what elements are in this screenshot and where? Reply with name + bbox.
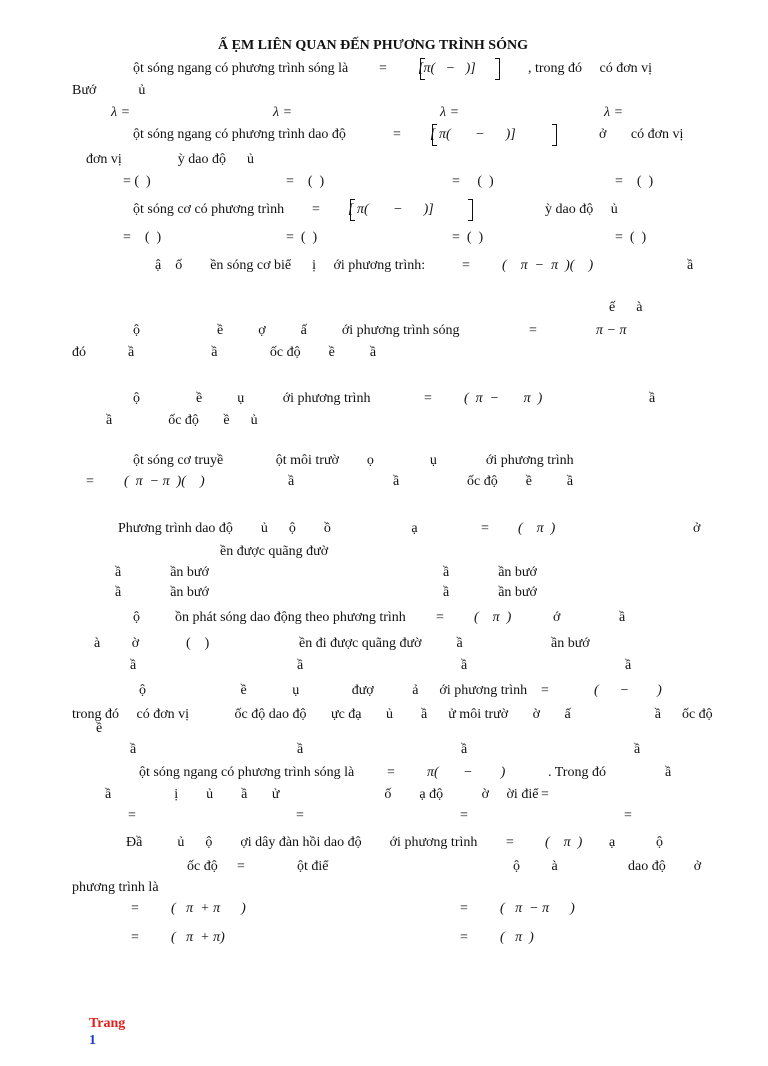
text-line: ề bbox=[96, 721, 103, 736]
text-line: [ π( − )] bbox=[348, 202, 434, 217]
text-line: = ( ) bbox=[615, 174, 654, 189]
text-line: [ π( − )] bbox=[430, 127, 516, 142]
text-line: ở bbox=[693, 521, 701, 536]
text-line: = bbox=[131, 901, 139, 916]
text-line: ộ ề ụ ới phương trình bbox=[133, 391, 371, 406]
text-line: = bbox=[462, 258, 470, 273]
bracket-right-q2 bbox=[552, 124, 557, 146]
text-line: ở có đơn vị bbox=[599, 127, 684, 142]
text-line: = ( ) bbox=[615, 230, 647, 245]
text-line: λ = bbox=[111, 105, 131, 120]
text-line: = bbox=[529, 323, 537, 338]
text-line: ( π − π )( ) bbox=[124, 474, 205, 489]
text-line: = bbox=[481, 521, 489, 536]
text-line: λ = bbox=[440, 105, 460, 120]
text-line: ầ bbox=[649, 391, 656, 406]
text-line: = bbox=[624, 808, 632, 823]
text-line: ( π + π ) bbox=[171, 901, 246, 916]
text-line: = bbox=[541, 683, 549, 698]
text-line: = ( ) bbox=[123, 230, 162, 245]
text-line: ( π ) bbox=[474, 610, 512, 625]
text-line: [π( − )] bbox=[418, 61, 476, 76]
text-line: ầ bbox=[461, 658, 468, 673]
text-line: Phương trình dao độ ủ ộ ồ ạ bbox=[118, 521, 418, 536]
text-line: ộ à bbox=[513, 859, 558, 874]
footer-page-number: 1 bbox=[89, 1033, 96, 1048]
text-line: ền đi được quãng đườ ầ bbox=[299, 636, 463, 651]
text-line: ầ bbox=[297, 658, 304, 673]
text-line: dao độ ở bbox=[628, 859, 702, 874]
text-line: ( π ) bbox=[518, 521, 556, 536]
text-line: ầ ần bướ bbox=[115, 585, 209, 600]
text-line: ầ bbox=[619, 610, 626, 625]
text-line: λ = bbox=[273, 105, 293, 120]
text-line: ột sóng cơ có phương trình bbox=[133, 202, 285, 217]
text-line: ( π + π) bbox=[171, 930, 225, 945]
text-line: ộ bbox=[656, 835, 663, 850]
text-line: ột sóng ngang có phương trình sóng là bbox=[133, 61, 349, 76]
text-line: ( ) bbox=[186, 636, 210, 651]
text-line: trong đó có đơn vị ốc độ dao độ ực đạ ủ ầ ử môi trườ ờ ấ ầ ốc độ bbox=[72, 707, 713, 722]
text-line: à ờ bbox=[94, 636, 140, 651]
text-line: ộ ề ụ đượ ả ới phương trình bbox=[139, 683, 528, 698]
text-line: Đầ ủ ộ ợi dây đàn hồi dao độ ới phương trình bbox=[126, 835, 478, 850]
text-line: = bbox=[237, 859, 245, 874]
text-line: = bbox=[387, 765, 395, 780]
text-line: ầ bbox=[297, 742, 304, 757]
text-line: ầ bbox=[130, 742, 137, 757]
text-line: ạ bbox=[609, 835, 616, 850]
text-line: = bbox=[541, 787, 549, 802]
text-line: ộ ồn phát sóng dao động theo phương trình bbox=[133, 610, 406, 625]
text-line: đơn vị ỳ dao độ ủ bbox=[86, 152, 255, 167]
text-line: π − π bbox=[596, 323, 627, 338]
text-line: ( π − π ) bbox=[500, 901, 575, 916]
text-line: ầ ị ủ ầ ử ố ạ độ ờ ời điể bbox=[105, 787, 539, 802]
text-line: ầ bbox=[687, 258, 694, 273]
text-line: = ( ) bbox=[286, 174, 325, 189]
text-line: = bbox=[436, 610, 444, 625]
text-line: ốc độ ề ầ bbox=[467, 474, 574, 489]
text-line: ầ bbox=[288, 474, 295, 489]
text-line: = bbox=[128, 808, 136, 823]
text-line: = ( ) bbox=[452, 174, 494, 189]
text-line: ầ ần bướ bbox=[115, 565, 209, 580]
text-line: = bbox=[460, 901, 468, 916]
text-line: = bbox=[86, 474, 94, 489]
text-line: ốc độ bbox=[187, 859, 218, 874]
text-line: ột sóng cơ truyề ột môi trườ ọ ụ ới phương trình bbox=[133, 453, 574, 468]
text-line: = bbox=[379, 61, 387, 76]
bracket-right-q3 bbox=[468, 199, 473, 221]
text-line: ộ ề ợ ấ ới phương trình sóng bbox=[133, 323, 460, 338]
text-line: ậ ố ền sóng cơ biể ị ới phương trình: bbox=[155, 258, 426, 273]
document-title: Ấ ẸM LIÊN QUAN ĐẾN PHƯƠNG TRÌNH SÓNG bbox=[218, 38, 528, 53]
text-line: ầ bbox=[625, 658, 632, 673]
text-line: ( π ) bbox=[545, 835, 583, 850]
text-line: = ( ) bbox=[123, 174, 151, 189]
text-line: = bbox=[460, 808, 468, 823]
text-line: = bbox=[424, 391, 432, 406]
text-line: π( − ) bbox=[427, 765, 506, 780]
text-line: ( π − π )( ) bbox=[502, 258, 594, 273]
text-line: ỳ dao độ ủ bbox=[545, 202, 618, 217]
text-line: = bbox=[506, 835, 514, 850]
text-line: = bbox=[296, 808, 304, 823]
bracket-right-q1 bbox=[495, 58, 500, 80]
text-line: . Trong đó bbox=[548, 765, 606, 780]
text-line: ột sóng ngang có phương trình sóng là bbox=[139, 765, 355, 780]
footer-label: Trang bbox=[89, 1016, 126, 1031]
text-line: ớ bbox=[553, 610, 561, 625]
text-line: ( π − π ) bbox=[464, 391, 543, 406]
text-line: , trong đó có đơn vị bbox=[528, 61, 653, 76]
text-line: ầ bbox=[461, 742, 468, 757]
text-line: = bbox=[131, 930, 139, 945]
text-line: = ( ) bbox=[286, 230, 318, 245]
text-line: ầ bbox=[665, 765, 672, 780]
text-line: λ = bbox=[604, 105, 624, 120]
page-footer bbox=[75, 998, 125, 1066]
text-line: ầ ốc độ ề ủ bbox=[106, 413, 258, 428]
text-line: đó ầ ầ ốc độ ề ầ bbox=[72, 345, 377, 360]
text-line: ầ bbox=[634, 742, 641, 757]
text-line: ầ ần bướ bbox=[443, 585, 537, 600]
text-line: ầ bbox=[130, 658, 137, 673]
text-line: ( π ) bbox=[500, 930, 534, 945]
text-line: = bbox=[393, 127, 401, 142]
text-line: ần bướ bbox=[551, 636, 590, 651]
text-line: = bbox=[312, 202, 320, 217]
text-line: ột điể bbox=[297, 859, 329, 874]
text-line: = ( ) bbox=[452, 230, 484, 245]
text-line: = bbox=[460, 930, 468, 945]
text-line: ột sóng ngang có phương trình dao độ bbox=[133, 127, 346, 142]
text-line: ế à bbox=[609, 300, 643, 315]
text-line: phương trình là bbox=[72, 880, 159, 895]
text-line: ền được quãng đườ bbox=[220, 544, 329, 559]
text-line: ( − ) bbox=[594, 683, 662, 698]
text-line: Bướ ủ bbox=[72, 83, 146, 98]
text-line: ầ ần bướ bbox=[443, 565, 537, 580]
text-line: ầ bbox=[393, 474, 400, 489]
